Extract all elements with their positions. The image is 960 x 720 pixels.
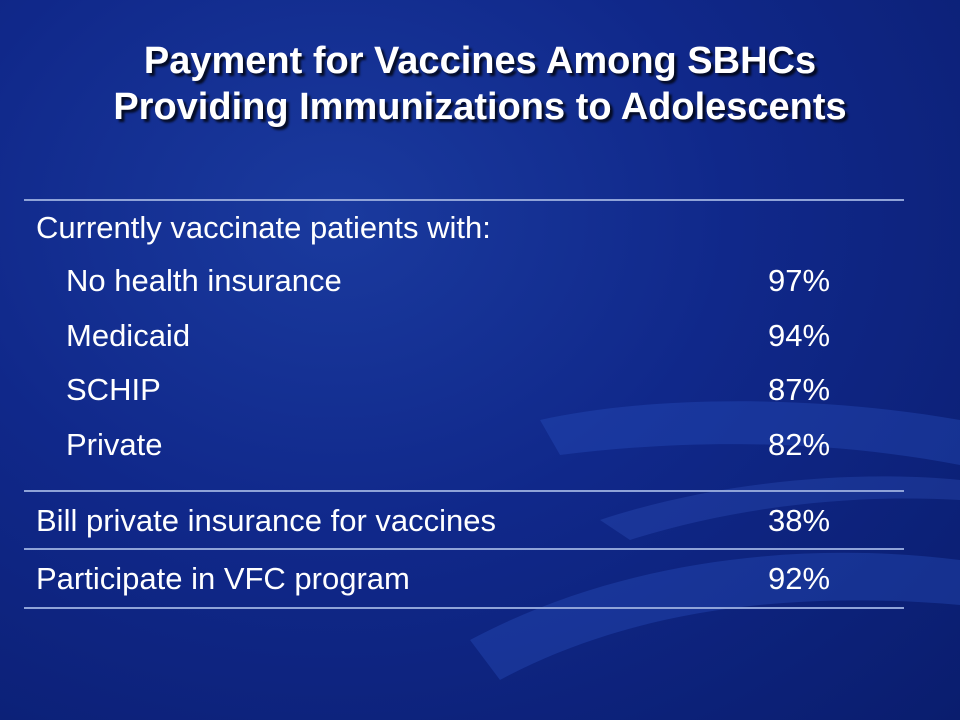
row-value-medicaid: 94% xyxy=(768,318,831,353)
table-rule-3 xyxy=(24,548,904,550)
row-label-schip: SCHIP xyxy=(66,372,161,407)
row-value-schip: 87% xyxy=(768,372,831,407)
row-label-participate-vfc: Participate in VFC program xyxy=(36,561,410,596)
title-line-2: Providing Immunizations to Adolescents xyxy=(113,86,847,128)
slide-title xyxy=(0,38,960,130)
row-label-private: Private xyxy=(66,427,163,462)
row-value-private: 82% xyxy=(768,427,831,462)
title-line-1: Payment for Vaccines Among SBHCs xyxy=(143,40,817,82)
row-label-no-health-insurance: No health insurance xyxy=(66,263,342,298)
row-value-bill-private-insurance: 38% xyxy=(768,503,831,538)
row-label-bill-private-insurance: Bill private insurance for vaccines xyxy=(36,503,497,538)
table-rule-2 xyxy=(24,490,904,492)
table-bottom-rule xyxy=(24,607,904,609)
row-label-medicaid: Medicaid xyxy=(66,318,191,353)
table-top-rule xyxy=(24,199,904,201)
section-header: Currently vaccinate patients with: xyxy=(36,210,491,245)
row-value-participate-vfc: 92% xyxy=(768,561,831,596)
row-value-no-health-insurance: 97% xyxy=(768,263,831,298)
